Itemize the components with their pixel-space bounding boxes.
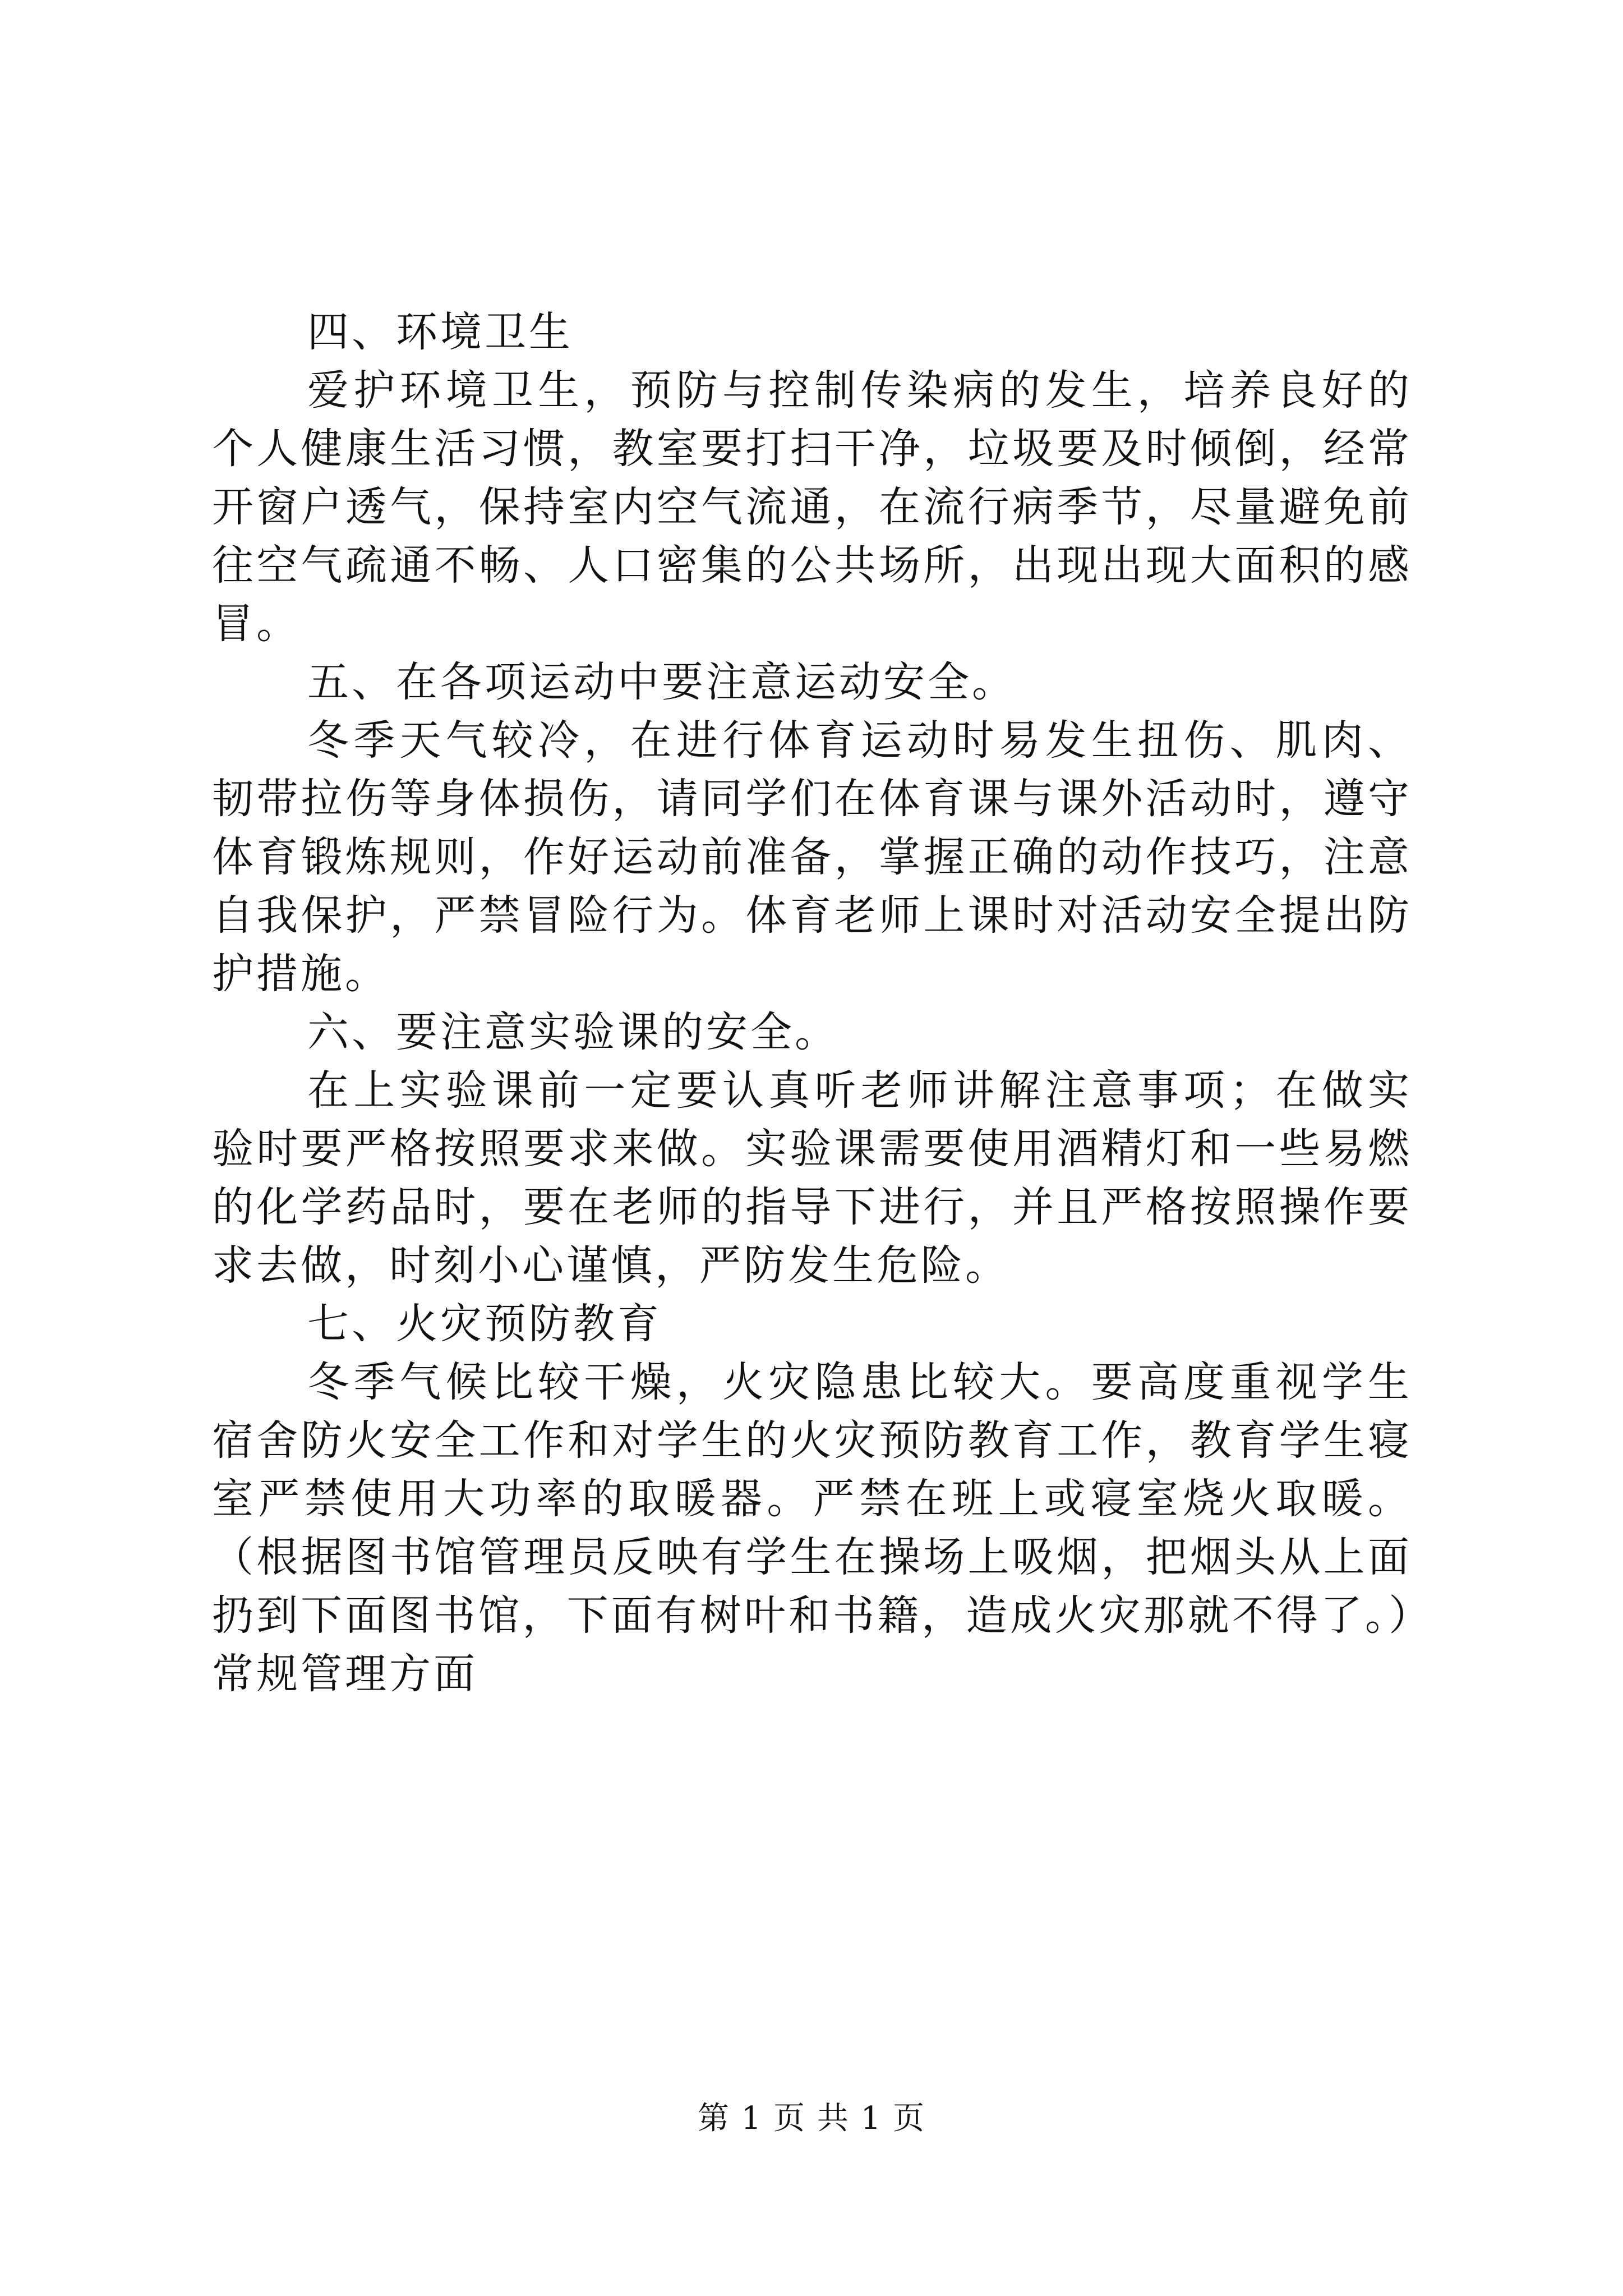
section-heading-lab-safety: 六、要注意实验课的安全。 xyxy=(307,1008,839,1056)
paragraph-environment: 爱护环境卫生，预防与控制传染病的发生，培养良好的个人健康生活习惯，教室要打扫干净，垃圾要及时倾倒，经常开窗户透气，保持室内空气流通，在流行病季节，尽量避免前往空气疏通不畅、人口密集的公共场所，出现出现大面积的感冒。 xyxy=(212,366,1412,648)
section-heading-environment: 四、环境卫生 xyxy=(307,308,573,356)
paragraph-sports-safety: 冬季天气较冷，在进行体育运动时易发生扭伤、肌肉、韧带拉伤等身体损伤，请同学们在体育课与课外活动时，遵守体育锻炼规则，作好运动前准备，掌握正确的动作技巧，注意自我保护，严禁冒险行为。体育老师上课时对活动安全提出防护措施。 xyxy=(212,716,1412,998)
paragraph-lab-safety: 在上实验课前一定要认真听老师讲解注意事项；在做实验时要严格按照要求来做。实验课需要使用酒精灯和一些易燃的化学药品时，要在老师的指导下进行，并且严格按照操作要求去做，时刻小心谨慎，严防发生危险。 xyxy=(212,1066,1412,1290)
section-heading-sports-safety: 五、在各项运动中要注意运动安全。 xyxy=(307,658,1016,706)
paragraph-fire-prevention: 冬季气候比较干燥，火灾隐患比较大。要高度重视学生宿舍防火安全工作和对学生的火灾预防教育工作，教育学生寝室严禁使用大功率的取暖器。严禁在班上或寝室烧火取暖。（根据图书馆管理员反映有学生在操场上吸烟，把烟头从上面扔到下面图书馆，下面有树叶和书籍，造成火灾那就不得了。）常规管理方面 xyxy=(212,1358,1412,1698)
page-number-footer: 第 1 页 共 1 页 xyxy=(697,2100,926,2137)
section-heading-fire-prevention: 七、火灾预防教育 xyxy=(307,1300,662,1348)
document-body xyxy=(212,303,1412,1703)
